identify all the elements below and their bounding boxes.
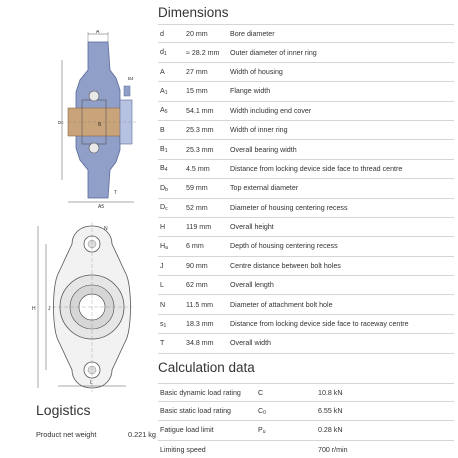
dimension-symbol: $D_b$	[160, 183, 168, 193]
dimension-symbol: $A_5$	[160, 106, 168, 116]
dimension-row	[158, 102, 454, 121]
calculation-value: 6.55 kN	[318, 407, 343, 416]
label-T: T	[114, 190, 118, 196]
ball-top	[89, 91, 99, 101]
dimension-description: Overall height	[230, 223, 274, 232]
dimension-description: Overall bearing width	[230, 145, 297, 154]
dimension-symbol: $d_1$	[160, 48, 167, 58]
dimension-symbol: $A_1$	[160, 86, 168, 96]
set-screw	[124, 86, 130, 96]
dimension-description: Depth of housing centering recess	[230, 242, 338, 251]
dimension-value: 34.8 mm	[186, 339, 214, 348]
label-Dc: Dc	[58, 120, 64, 125]
dimension-description: Width of inner ring	[230, 126, 288, 135]
label-J: J	[48, 306, 51, 312]
dimension-description: Diameter of attachment bolt hole	[230, 300, 333, 309]
dimension-description: Width including end cover	[230, 106, 312, 115]
calculation-table	[158, 383, 454, 458]
dimension-symbol: T	[160, 339, 165, 348]
calculation-section	[158, 359, 454, 458]
label-A5: A5	[98, 204, 105, 210]
dimension-description: Overall width	[230, 339, 272, 348]
dimension-row	[158, 315, 454, 334]
calculation-name: Fatigue load limit	[160, 426, 214, 435]
dimension-symbol: N	[160, 300, 166, 309]
dimension-row	[158, 257, 454, 276]
dimension-symbol: d	[160, 29, 164, 38]
dimension-description: Flange width	[230, 87, 271, 96]
dimension-row	[158, 140, 454, 159]
dimension-value: 62 mm	[186, 281, 208, 290]
calculation-name: Limiting speed	[160, 445, 206, 454]
calculation-symbol: $C_0$	[258, 406, 266, 416]
calculation-row	[158, 402, 454, 421]
dimension-value: 6 mm	[186, 242, 204, 251]
calculation-symbol: $P_u$	[258, 425, 266, 435]
label-H: H	[32, 306, 36, 312]
calculation-name: Basic dynamic load rating	[160, 388, 241, 397]
dimension-row	[158, 24, 454, 43]
dimension-description: Centre distance between bolt holes	[230, 261, 341, 270]
dimension-symbol: $H_a$	[160, 241, 168, 251]
dimension-row	[158, 63, 454, 82]
dimension-symbol: L	[160, 281, 164, 290]
dimensions-title: Dimensions	[158, 5, 229, 20]
dimension-description: Distance from locking device side face to thread centre	[230, 164, 403, 173]
front-view-drawing	[32, 222, 152, 392]
dimension-description: Width of housing	[230, 67, 283, 76]
dimension-value: 90 mm	[186, 261, 208, 270]
dimension-symbol: $B_4$	[160, 164, 168, 174]
calculation-value: 10.8 kN	[318, 388, 343, 397]
dimensions-table	[158, 24, 454, 354]
dimension-row	[158, 160, 454, 179]
logistics-section	[36, 402, 156, 439]
label-L: L	[90, 380, 93, 386]
dimension-value: ≈ 28.2 mm	[186, 48, 220, 57]
dimension-description: Diameter of housing centering recess	[230, 203, 348, 212]
calculation-title: Calculation data	[158, 360, 255, 375]
dimension-symbol: B	[160, 126, 165, 135]
calculation-value: 700 r/min	[318, 445, 348, 454]
dimension-row	[158, 121, 454, 140]
dimension-description: Overall length	[230, 281, 274, 290]
dimension-value: 27 mm	[186, 67, 208, 76]
drawings-panel	[0, 0, 158, 400]
dimension-symbol: $B_1$	[160, 145, 168, 155]
weight-label: Product net weight	[36, 430, 97, 439]
dimension-symbol: H	[160, 223, 166, 232]
dimension-value: 20 mm	[186, 29, 208, 38]
dimension-row	[158, 295, 454, 314]
ball-bottom	[89, 143, 99, 153]
dimension-value: 18.3 mm	[186, 320, 214, 329]
label-B: B	[98, 122, 102, 128]
dimension-description: Distance from locking device side face to raceway centre	[230, 320, 409, 329]
label-N: N	[104, 226, 108, 232]
dimension-value: 4.5 mm	[186, 164, 210, 173]
dimension-value: 59 mm	[186, 184, 208, 193]
dimension-description: Bore diameter	[230, 29, 275, 38]
dimension-row	[158, 276, 454, 295]
dimension-description: Outer diameter of inner ring	[230, 48, 317, 57]
dimension-symbol: J	[160, 261, 164, 270]
weight-row	[36, 430, 156, 439]
calculation-name: Basic static load rating	[160, 407, 231, 416]
dimension-row	[158, 334, 454, 353]
dimension-value: 25.3 mm	[186, 145, 214, 154]
dimension-description: Top external diameter	[230, 184, 299, 193]
calculation-symbol: C	[258, 388, 264, 397]
dimension-symbol: A	[160, 67, 165, 76]
dimension-row	[158, 82, 454, 101]
logistics-title: Logistics	[36, 402, 91, 418]
dimension-symbol: $D_c$	[160, 203, 168, 213]
label-A: A	[96, 30, 100, 35]
dimension-row	[158, 179, 454, 198]
dimension-row	[158, 199, 454, 218]
dimension-row	[158, 43, 454, 62]
dimension-value: 11.5 mm	[186, 300, 214, 309]
dimensions-section	[158, 4, 454, 354]
calculation-row	[158, 441, 454, 458]
calculation-row	[158, 383, 454, 402]
dimension-value: 15 mm	[186, 87, 208, 96]
dimension-value: 119 mm	[186, 223, 212, 232]
dimension-row	[158, 218, 454, 237]
calculation-value: 0.28 kN	[318, 426, 343, 435]
side-view-drawing	[58, 30, 148, 210]
dimension-value: 54.1 mm	[186, 106, 214, 115]
calculation-row	[158, 421, 454, 440]
label-B4: B4	[128, 76, 134, 81]
dimension-symbol: $s_1$	[160, 319, 167, 329]
dimension-value: 52 mm	[186, 203, 208, 212]
dimension-value: 25.3 mm	[186, 126, 214, 135]
weight-value: 0.221 kg	[128, 430, 156, 439]
dimension-row	[158, 237, 454, 256]
